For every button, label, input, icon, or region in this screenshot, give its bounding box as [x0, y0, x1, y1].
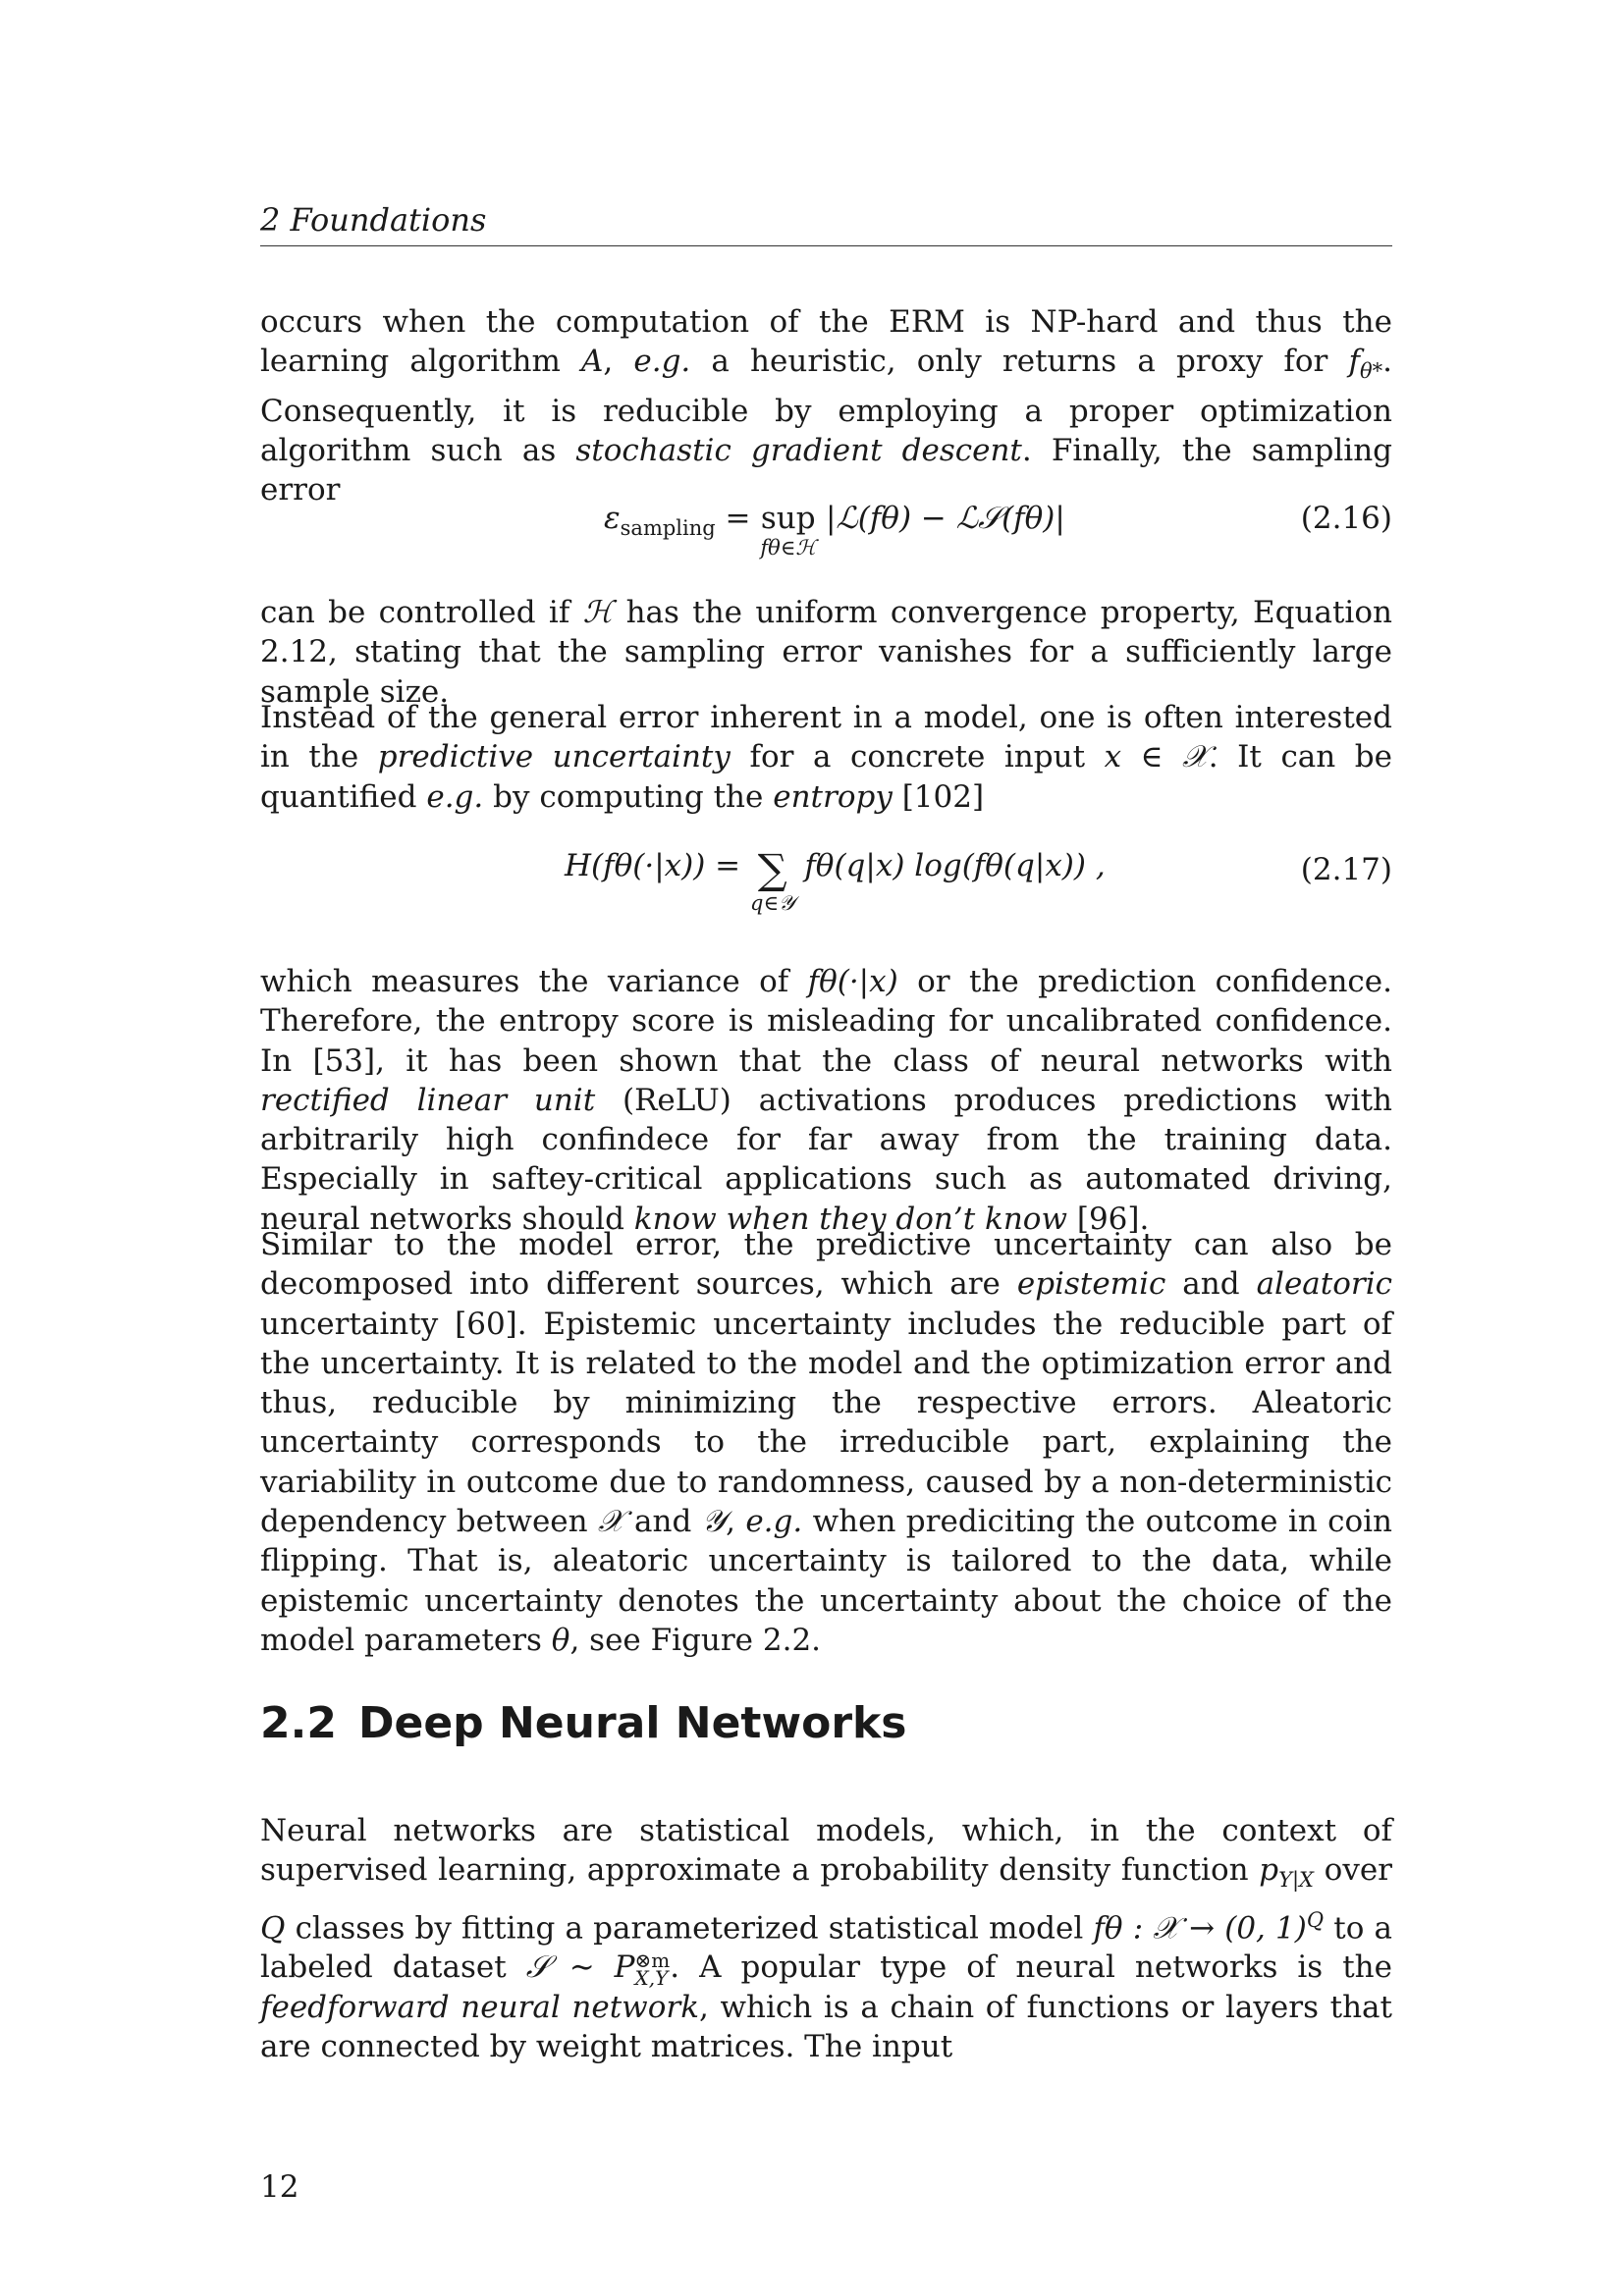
section-heading	[260, 1696, 906, 1751]
paragraph-erm: occurs when the computation of the ERM is NP-hard and thus the learning algorithm A, e.g. a heuristic, only returns a proxy for $f_{\theta*}$. Consequently, it is reducible by employing a proper optimization algorithm such as stochastic gradient descent. Finally, the sampling error	[260, 304, 1392, 508]
running-head: 2 Foundations	[260, 198, 1392, 246]
equation-2-17-body: H(fθ(·|x)) = ∑ q∈𝒴 fθ(q|x) log(fθ(q|x)) ,	[565, 845, 1106, 915]
equation-number-2-16: (2.16)	[1300, 501, 1392, 536]
equation-2-17	[260, 845, 1392, 936]
section-title: Deep Neural Networks	[357, 1698, 907, 1748]
equation-number-2-17: (2.17)	[1300, 852, 1392, 887]
math-A: A	[581, 344, 604, 380]
math-f-theta-star: $f_{\theta*}$	[1348, 344, 1383, 384]
section-number: 2.2	[260, 1698, 337, 1748]
paragraph-predictive-uncertainty: Instead of the general error inherent in a model, one is often interested in the predictive uncertainty for a concrete input x ∈ 𝒳. It can be quantified e.g. by computing the entropy [102]	[260, 700, 1392, 815]
equation-2-16	[260, 501, 1392, 579]
term-sgd: stochastic gradient descent	[575, 433, 1022, 469]
page-number: 12	[260, 2169, 299, 2205]
paragraph-neural-networks: Neural networks are statistical models, which, in the context of supervised learning, approximate a probability density function $p_{Y|X}$ over Q classes by fitting a parameterized statistical model fθ : 𝒳 → (0, 1)$^Q$ to a labeled dataset 𝒮 ∼ P ⊗m X,Y . A popular type of neural networks is the feedforward neural network, which is a chain of functions or layers that are connected by weight matrices. The input	[260, 1813, 1393, 2064]
paragraph-epistemic-aleatoric: Similar to the model error, the predictive uncertainty can also be decomposed into different sources, which are epistemic and aleatoric uncertainty [60]. Epistemic uncertainty includes the reducible part of the uncertainty. It is related to the model and the optimization error and thus, reducible by minimizing the respective errors. Aleatoric uncertainty corresponds to the irreducible part, explaining the variability in outcome due to randomness, caused by a non-deterministic dependency between 𝒳 and 𝒴, e.g. when prediciting the outcome in coin flipping. That is, aleatoric uncertainty is tailored to the data, while epistemic uncertainty denotes the uncertainty about the choice of the model parameters θ, see Figure 2.2.	[260, 1227, 1393, 1658]
equation-2-16-body: $\varepsilon_{sampling}$ = sup fθ∈ℋ |ℒ(fθ) − ℒ𝒮(fθ)|	[604, 501, 1065, 560]
paragraph-uniform-convergence: can be controlled if ℋ has the uniform convergence property, Equation 2.12, stating that the sampling error vanishes for a sufficiently large sample size.	[260, 595, 1392, 710]
paragraph-entropy: which measures the variance of fθ(·|x) or the prediction confidence. Therefore, the entropy score is misleading for uncalibrated confidence. In [53], it has been shown that the class of neural networks with rectified linear unit (ReLU) activations produces predictions with arbitrarily high confindece for far away from the training data. Especially in saftey-critical applications such as automated driving, neural networks should know when they don’t know [96].	[260, 964, 1392, 1237]
